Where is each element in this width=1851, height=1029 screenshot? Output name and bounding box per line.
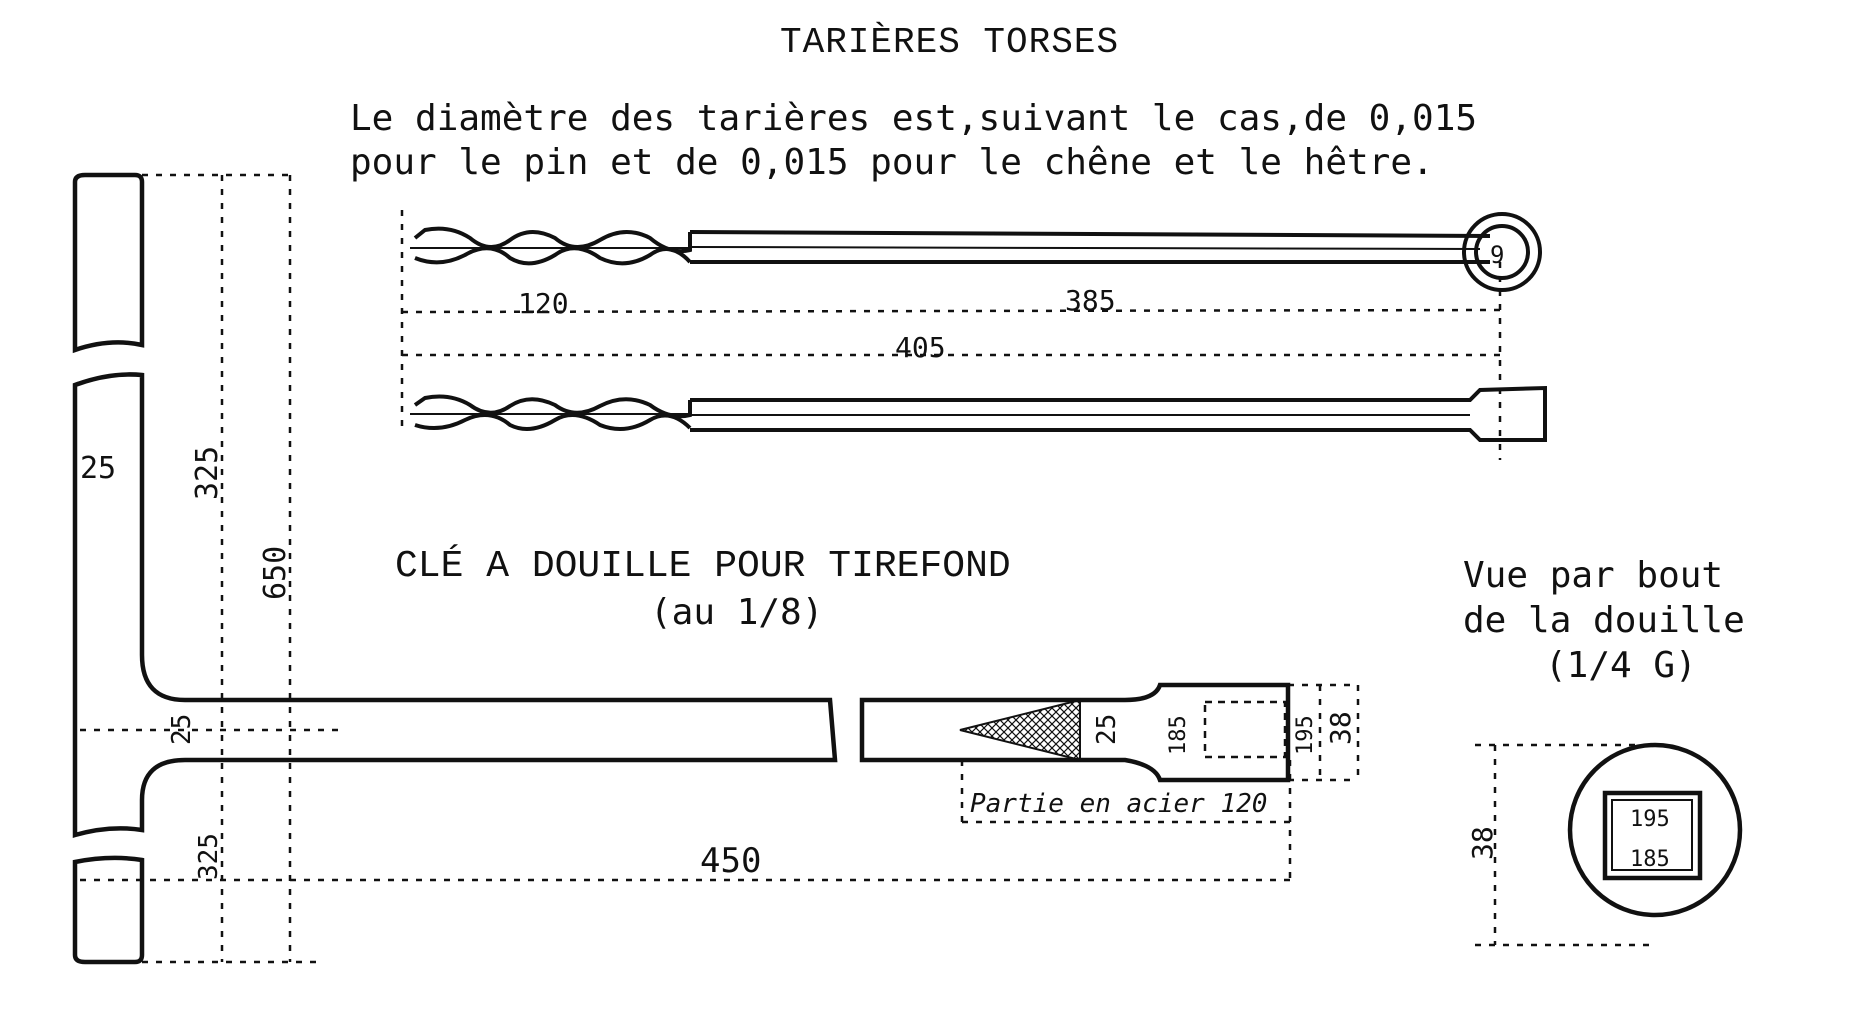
- stem-width-dim: 25: [167, 713, 197, 745]
- auger-ring-dim: 9: [1490, 241, 1505, 269]
- socket-mid-dim: 195: [1293, 715, 1318, 755]
- auger-top-twist: [410, 229, 690, 264]
- description-line-2: pour le pin et de 0,015 pour le chêne et le hêtre.: [350, 142, 1434, 183]
- end-view-caption-3: (1/4 G): [1545, 645, 1697, 686]
- steel-part-label: Partie en acier 120: [970, 789, 1268, 819]
- end-view-dim-lines: [1475, 745, 1655, 945]
- auger-top: [410, 214, 1540, 290]
- description-line-1: Le diamètre des tarières est,suivant le cas,de 0,015: [350, 98, 1478, 139]
- handle-total-dim: 650: [258, 545, 293, 600]
- socket-outer-dim: 38: [1324, 711, 1357, 745]
- auger-bottom: [410, 388, 1545, 440]
- auger-twist-dim: 120: [518, 287, 569, 320]
- end-view-top-dim: 195: [1630, 807, 1670, 832]
- handle-middle-and-stem: [75, 374, 835, 835]
- auger-shank-dim: 385: [1065, 284, 1116, 317]
- handle-upper-segment: [75, 175, 142, 350]
- auger-total-dim: 405: [895, 331, 946, 364]
- socket-inner: [1205, 702, 1285, 757]
- handle-lower-segment: [75, 858, 142, 962]
- socket-inner-dim: 185: [1166, 715, 1191, 755]
- end-view-caption-1: Vue par bout: [1463, 555, 1724, 596]
- auger-top-shank-line: [690, 247, 1480, 249]
- end-view-caption-2: de la douille: [1463, 600, 1745, 641]
- wrench-scale: (au 1/8): [650, 592, 824, 633]
- tip-width-dim: 25: [1092, 713, 1122, 745]
- stem-length-dim: 450: [700, 841, 762, 881]
- handle-width-dim: 25: [80, 451, 117, 486]
- end-view-bottom-dim: 185: [1630, 847, 1670, 872]
- wrench-title: CLÉ A DOUILLE POUR TIREFOND: [395, 545, 1011, 588]
- steel-tip-hatch: [960, 700, 1080, 760]
- handle-half-lower-dim: 325: [194, 833, 224, 880]
- handle-half-upper-dim: 325: [190, 445, 225, 500]
- end-view-outer-dim: 38: [1466, 826, 1499, 860]
- drawing-title: TARIÈRES TORSES: [780, 22, 1120, 63]
- auger-bottom-twist: [410, 397, 690, 429]
- end-view: [1475, 745, 1740, 945]
